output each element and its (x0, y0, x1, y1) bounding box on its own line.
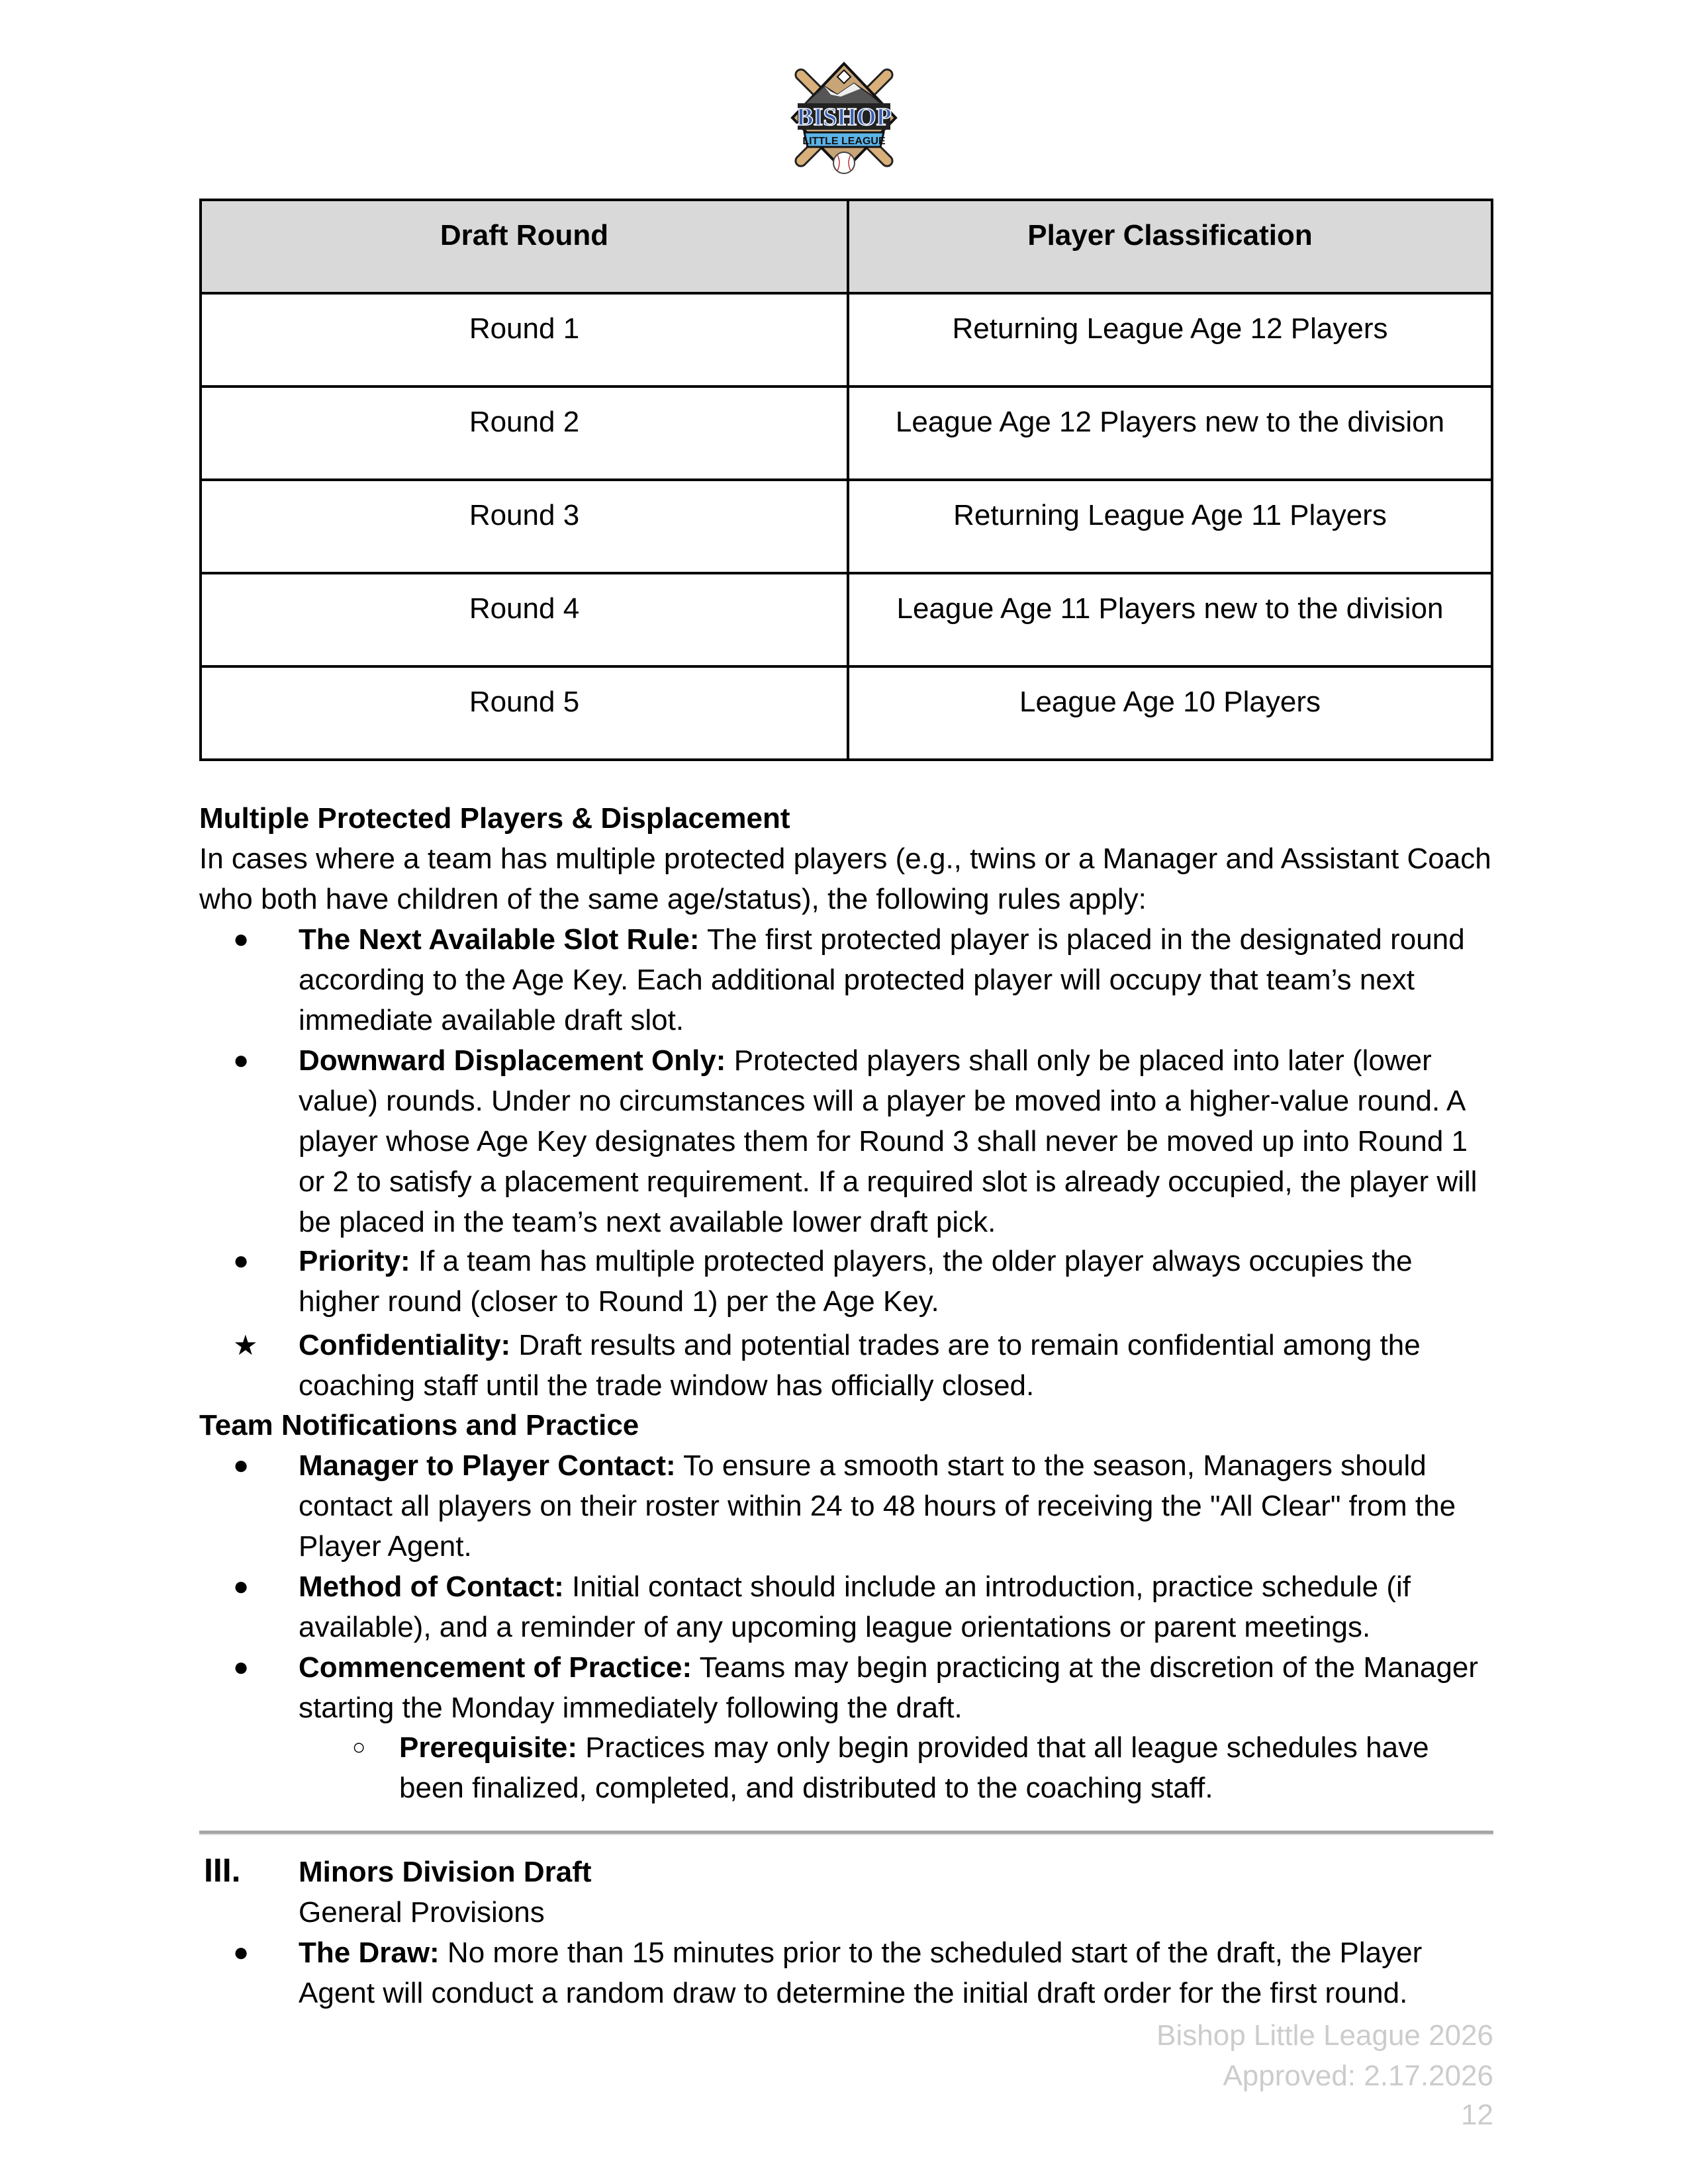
item-text: Protected players shall only be placed into later (lower value) rounds. Under no circumstances will a player be moved into a higher-value round. A player whose Age Key designates them for Round 3 shall never be moved up into Round 1 or 2 to satisfy a placement requirement. If a required slot is already occupied, the player will be placed in the team’s next available lower draft pick. (299, 1044, 1477, 1238)
subsection-general-provisions: General Provisions (299, 1896, 545, 1929)
bullet-icon: ● (233, 1653, 250, 1682)
draft-round-table (199, 199, 1493, 761)
item-text: Draft results and potential trades are to remain confidential among the coaching staff until the trade window has officially closed. (299, 1329, 1421, 1402)
footer-page-number: 12 (1461, 2099, 1493, 2131)
list-item-priority (299, 1241, 1497, 1322)
round-cell: Round 2 (201, 387, 848, 480)
star-icon: ★ (233, 1330, 258, 1361)
item-label: Prerequisite: (399, 1731, 577, 1764)
item-text: Practices may only begin provided that all league schedules have been finalized, completed, and distributed to the coaching staff. (399, 1731, 1429, 1804)
logo-title: BISHOP (796, 103, 892, 131)
table-row (201, 293, 1492, 387)
bullet-icon: ● (233, 1046, 250, 1075)
bullet-icon: ● (233, 1451, 250, 1480)
item-label: Downward Displacement Only: (299, 1044, 726, 1077)
table-row (201, 573, 1492, 666)
item-label: The Draw: (299, 1936, 440, 1969)
list-item-manager-contact (299, 1445, 1497, 1567)
section-heading-team-notifications: Team Notifications and Practice (199, 1409, 639, 1441)
bullet-icon: ● (233, 1938, 250, 1967)
classification-cell: Returning League Age 12 Players (848, 293, 1492, 387)
header-draft-round: Draft Round (201, 200, 848, 293)
table-row (201, 387, 1492, 480)
classification-cell: League Age 11 Players new to the division (848, 573, 1492, 666)
list-item-downward-displacement (299, 1040, 1497, 1242)
bullet-icon: ● (233, 1246, 250, 1275)
section-title-minors-draft: Minors Division Draft (299, 1856, 592, 1888)
league-logo (784, 58, 904, 177)
section-numeral: III. (204, 1852, 241, 1889)
table-header-row (201, 200, 1492, 293)
list-item-commencement (299, 1647, 1497, 1728)
sub-list-item-prerequisite (399, 1727, 1498, 1808)
item-text: No more than 15 minutes prior to the scheduled start of the draft, the Player Agent will conduct a random draw to determine the initial draft order for the first round. (299, 1936, 1423, 2009)
item-text: Initial contact should include an introduction, practice schedule (if available), and a reminder of any upcoming league orientations or parent meetings. (299, 1570, 1411, 1643)
list-item-confidentiality (299, 1325, 1497, 1406)
logo-subtitle: LITTLE LEAGUE (802, 136, 886, 147)
round-cell: Round 3 (201, 480, 848, 573)
item-label: Commencement of Practice: (299, 1651, 692, 1684)
list-item-the-draw (299, 1933, 1497, 2013)
list-item-method-of-contact (299, 1567, 1497, 1647)
bullet-icon: ● (233, 1572, 250, 1601)
header-player-classification: Player Classification (848, 200, 1492, 293)
round-cell: Round 4 (201, 573, 848, 666)
section-heading-multiple-protected: Multiple Protected Players & Displacement (199, 802, 790, 835)
item-text: To ensure a smooth start to the season, Managers should contact all players on their roster within 24 to 48 hours of receiving the "All Clear" from the Player Agent. (299, 1449, 1456, 1563)
section-divider (199, 1831, 1493, 1835)
round-cell: Round 1 (201, 293, 848, 387)
list-item-next-available-slot (299, 919, 1497, 1040)
table-row (201, 480, 1492, 573)
round-cell: Round 5 (201, 666, 848, 760)
item-text: The first protected player is placed in the designated round according to the Age Key. Each additional protected player will occupy that team’s next immediate available draft slot. (299, 923, 1465, 1036)
table-row (201, 666, 1492, 760)
footer-approved-date: Approved: 2.17.2026 (1223, 2060, 1493, 2092)
item-text: Teams may begin practicing at the discretion of the Manager starting the Monday immediately following the draft. (299, 1651, 1478, 1724)
item-label: The Next Available Slot Rule: (299, 923, 700, 956)
bullet-icon: ● (233, 925, 250, 954)
baseball-icon (833, 152, 855, 173)
item-label: Manager to Player Contact: (299, 1449, 676, 1482)
classification-cell: Returning League Age 11 Players (848, 480, 1492, 573)
item-label: Confidentiality: (299, 1329, 511, 1361)
classification-cell: League Age 10 Players (848, 666, 1492, 760)
baseball-logo-icon (784, 58, 904, 177)
item-text: If a team has multiple protected players, the older player always occupies the higher round (closer to Round 1) per the Age Key. (299, 1245, 1413, 1318)
hollow-bullet-icon: ○ (352, 1735, 366, 1760)
footer-org: Bishop Little League 2026 (1156, 2019, 1493, 2052)
item-label: Method of Contact: (299, 1570, 564, 1603)
intro-paragraph: In cases where a team has multiple protected players (e.g., twins or a Manager and Assistant Coach who both have children of the same age/status), the following rules apply: (199, 842, 1491, 915)
item-label: Priority: (299, 1245, 410, 1277)
classification-cell: League Age 12 Players new to the division (848, 387, 1492, 480)
